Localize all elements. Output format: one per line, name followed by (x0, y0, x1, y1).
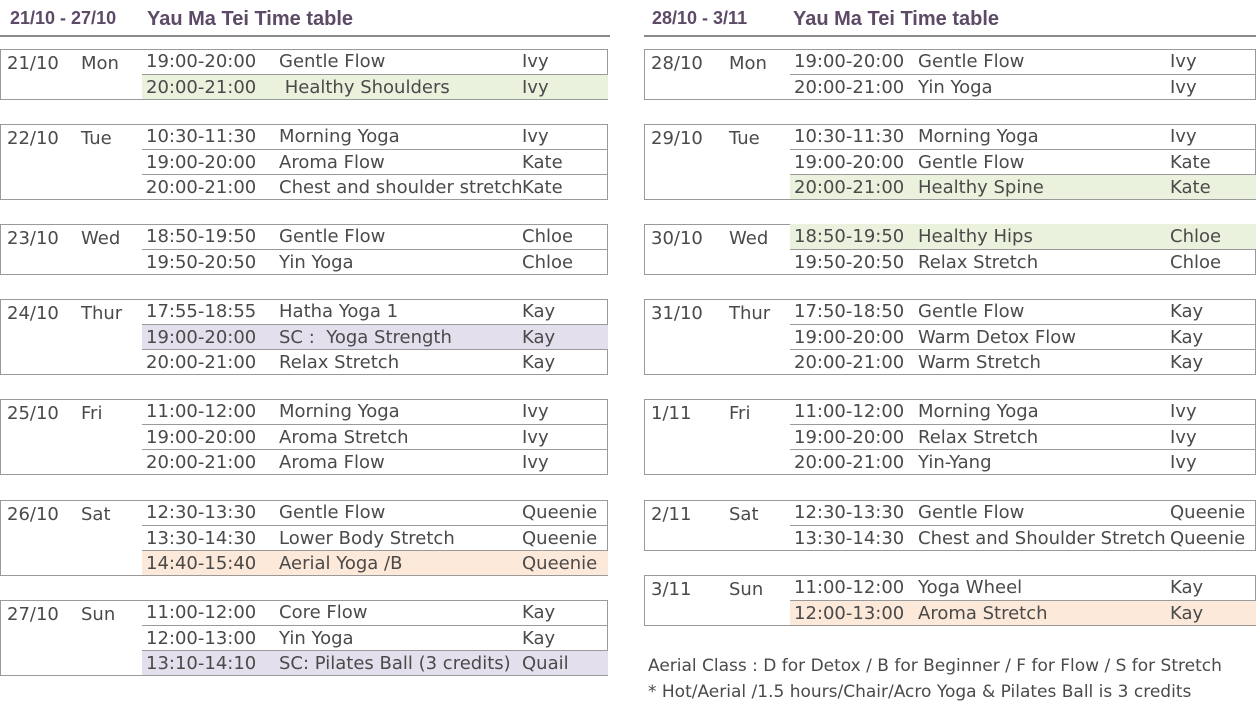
slot-time: 12:00-13:00 (794, 603, 905, 624)
slot-time: 20:00-21:00 (794, 452, 905, 473)
left-week-range: 21/10 - 27/10 (10, 8, 117, 28)
slot-time: 19:00-20:00 (794, 427, 905, 448)
class-slot (790, 349, 1256, 374)
right-week-range: 28/10 - 3/11 (652, 8, 748, 28)
class-slot (142, 149, 608, 174)
class-slot (142, 249, 608, 274)
slot-teacher: Queenie (1170, 528, 1246, 549)
slot-time: 20:00-21:00 (146, 177, 257, 198)
left-week-title: Yau Ma Tei Time table (147, 8, 353, 30)
class-slot (142, 650, 608, 675)
right-week-title: Yau Ma Tei Time table (793, 8, 999, 30)
slot-teacher: Ivy (522, 51, 549, 72)
class-slot (142, 525, 608, 550)
slot-class-name: Aroma Stretch (918, 603, 1048, 624)
class-slot (790, 249, 1256, 274)
class-slot (142, 500, 608, 526)
slot-teacher: Ivy (1170, 401, 1197, 422)
slot-teacher: Chloe (522, 226, 574, 247)
class-slot (790, 149, 1256, 174)
day-date: 26/10 (7, 504, 59, 525)
day-block (644, 124, 1256, 200)
slot-class-name: Lower Body Stretch (279, 528, 455, 549)
slot-teacher: Kay (1170, 577, 1204, 598)
slot-teacher: Kay (1170, 327, 1204, 348)
slot-teacher: Kate (1170, 152, 1211, 173)
credits-note: * Hot/Aerial /1.5 hours/Chair/Acro Yoga & Pilates Ball is 3 credits (648, 682, 1192, 702)
class-slot (142, 49, 608, 75)
day-of-week: Fri (81, 403, 103, 424)
day-block (644, 500, 1256, 551)
day-of-week: Wed (729, 228, 769, 249)
slot-class-name: Yin Yoga (279, 628, 354, 649)
day-of-week: Thur (81, 303, 123, 324)
day-block (644, 299, 1256, 375)
slot-class-name: Yin Yoga (279, 252, 354, 273)
slot-time: 20:00-21:00 (146, 352, 257, 373)
slot-teacher: Kate (1170, 177, 1211, 198)
day-of-week: Sat (729, 504, 759, 525)
day-block (644, 575, 1256, 626)
day-date: 31/10 (651, 303, 703, 324)
slot-class-name: Morning Yoga (918, 126, 1039, 147)
slot-class-name: Aerial Yoga /B (279, 553, 403, 574)
class-slot (142, 600, 608, 626)
slot-teacher: Kay (522, 301, 556, 322)
slot-class-name: Morning Yoga (279, 401, 400, 422)
slot-class-name: Chest and Shoulder Stretch (918, 528, 1166, 549)
day-date: 22/10 (7, 128, 59, 149)
slot-time: 20:00-21:00 (794, 177, 905, 198)
class-slot (142, 224, 608, 250)
slot-teacher: Chloe (1170, 226, 1222, 247)
slot-class-name: Gentle Flow (279, 226, 386, 247)
class-slot (142, 299, 608, 325)
day-block (0, 299, 608, 375)
slot-time: 19:00-20:00 (146, 327, 257, 348)
class-slot (142, 349, 608, 374)
day-block (644, 399, 1256, 475)
slot-time: 18:50-19:50 (146, 226, 257, 247)
day-of-week: Mon (729, 53, 767, 74)
day-block (0, 224, 608, 275)
class-slot (790, 575, 1256, 601)
class-slot (142, 324, 608, 349)
slot-teacher: Ivy (1170, 126, 1197, 147)
day-of-week: Sun (81, 604, 116, 625)
class-slot (142, 550, 608, 575)
day-of-week: Tue (729, 128, 760, 149)
slot-time: 20:00-21:00 (146, 77, 257, 98)
day-block (644, 49, 1256, 100)
slot-class-name: Gentle Flow (918, 152, 1025, 173)
slot-time: 17:50-18:50 (794, 301, 905, 322)
slot-time: 11:00-12:00 (794, 401, 905, 422)
slot-class-name: SC: Pilates Ball (3 credits) (279, 653, 511, 674)
slot-teacher: Chloe (522, 252, 574, 273)
left-header-rule (0, 35, 610, 37)
slot-time: 11:00-12:00 (794, 577, 905, 598)
day-date: 21/10 (7, 53, 59, 74)
slot-class-name: Yoga Wheel (918, 577, 1023, 598)
slot-teacher: Kate (522, 152, 563, 173)
day-block (644, 224, 1256, 275)
day-of-week: Wed (81, 228, 121, 249)
slot-time: 12:30-13:30 (146, 502, 257, 523)
left-week-header (0, 6, 610, 34)
slot-teacher: Ivy (522, 452, 549, 473)
day-of-week: Mon (81, 53, 119, 74)
class-slot (142, 124, 608, 150)
class-slot (790, 324, 1256, 349)
slot-class-name: Relax Stretch (279, 352, 400, 373)
slot-teacher: Ivy (1170, 452, 1197, 473)
class-slot (790, 224, 1256, 250)
day-date: 30/10 (651, 228, 703, 249)
slot-time: 12:00-13:00 (146, 628, 257, 649)
slot-class-name: Warm Stretch (918, 352, 1041, 373)
day-date: 23/10 (7, 228, 59, 249)
slot-teacher: Queenie (522, 502, 598, 523)
slot-class-name: Gentle Flow (918, 51, 1025, 72)
slot-time: 12:30-13:30 (794, 502, 905, 523)
slot-class-name: Gentle Flow (918, 502, 1025, 523)
class-slot (790, 399, 1256, 425)
day-date: 24/10 (7, 303, 59, 324)
slot-time: 20:00-21:00 (146, 452, 257, 473)
day-date: 28/10 (651, 53, 703, 74)
slot-time: 19:00-20:00 (794, 152, 905, 173)
day-of-week: Tue (81, 128, 112, 149)
slot-time: 11:00-12:00 (146, 401, 257, 422)
class-slot (142, 449, 608, 474)
slot-class-name: Yin-Yang (918, 452, 992, 473)
slot-time: 19:50-20:50 (794, 252, 905, 273)
class-slot (142, 424, 608, 449)
day-date: 27/10 (7, 604, 59, 625)
class-slot (142, 625, 608, 650)
slot-time: 19:50-20:50 (146, 252, 257, 273)
class-slot (142, 74, 608, 99)
slot-time: 19:00-20:00 (146, 51, 257, 72)
slot-class-name: Warm Detox Flow (918, 327, 1076, 348)
slot-time: 10:30-11:30 (146, 126, 257, 147)
slot-class-name: Gentle Flow (279, 502, 386, 523)
day-block (0, 49, 608, 100)
slot-class-name: Healthy Shoulders (279, 77, 450, 98)
class-slot (142, 174, 608, 199)
aerial-class-note: Aerial Class : D for Detox / B for Beginner / F for Flow / S for Stretch (648, 656, 1222, 676)
slot-time: 14:40-15:40 (146, 553, 257, 574)
day-date: 1/11 (651, 403, 692, 424)
slot-class-name: Morning Yoga (918, 401, 1039, 422)
slot-teacher: Queenie (1170, 502, 1246, 523)
slot-teacher: Ivy (522, 77, 549, 98)
slot-teacher: Chloe (1170, 252, 1222, 273)
slot-teacher: Ivy (1170, 51, 1197, 72)
class-slot (790, 299, 1256, 325)
class-slot (790, 600, 1256, 625)
slot-time: 13:30-14:30 (146, 528, 257, 549)
slot-teacher: Ivy (1170, 77, 1197, 98)
slot-class-name: Healthy Spine (918, 177, 1044, 198)
day-date: 2/11 (651, 504, 692, 525)
slot-teacher: Kate (522, 177, 563, 198)
slot-class-name: Chest and shoulder stretch (279, 177, 523, 198)
slot-time: 20:00-21:00 (794, 352, 905, 373)
slot-teacher: Kay (1170, 603, 1204, 624)
slot-time: 13:10-14:10 (146, 653, 257, 674)
slot-teacher: Queenie (522, 528, 598, 549)
day-date: 3/11 (651, 579, 692, 600)
class-slot (790, 525, 1256, 550)
slot-class-name: Gentle Flow (918, 301, 1025, 322)
slot-teacher: Ivy (522, 401, 549, 422)
slot-teacher: Kay (522, 352, 556, 373)
slot-teacher: Ivy (1170, 427, 1197, 448)
slot-class-name: SC : Yoga Strength (279, 327, 452, 348)
class-slot (790, 449, 1256, 474)
slot-teacher: Kay (522, 327, 556, 348)
slot-teacher: Kay (522, 602, 556, 623)
slot-time: 20:00-21:00 (794, 77, 905, 98)
slot-teacher: Ivy (522, 427, 549, 448)
class-slot (790, 424, 1256, 449)
day-of-week: Sun (729, 579, 764, 600)
slot-class-name: Relax Stretch (918, 427, 1039, 448)
slot-teacher: Kay (522, 628, 556, 649)
day-of-week: Fri (729, 403, 751, 424)
class-slot (790, 500, 1256, 526)
slot-teacher: Queenie (522, 553, 598, 574)
slot-teacher: Ivy (522, 126, 549, 147)
class-slot (790, 124, 1256, 150)
slot-time: 19:00-20:00 (794, 327, 905, 348)
day-block (0, 399, 608, 475)
slot-teacher: Quail (522, 653, 569, 674)
slot-class-name: Aroma Flow (279, 152, 385, 173)
right-header-rule (644, 35, 1256, 37)
slot-class-name: Relax Stretch (918, 252, 1039, 273)
slot-class-name: Aroma Stretch (279, 427, 409, 448)
class-slot (142, 399, 608, 425)
day-block (0, 124, 608, 200)
day-block (0, 600, 608, 676)
day-block (0, 500, 608, 576)
day-date: 25/10 (7, 403, 59, 424)
slot-time: 19:00-20:00 (146, 427, 257, 448)
slot-time: 19:00-20:00 (146, 152, 257, 173)
slot-time: 13:30-14:30 (794, 528, 905, 549)
slot-time: 18:50-19:50 (794, 226, 905, 247)
slot-time: 10:30-11:30 (794, 126, 905, 147)
slot-class-name: Yin Yoga (918, 77, 993, 98)
class-slot (790, 74, 1256, 99)
slot-class-name: Healthy Hips (918, 226, 1033, 247)
slot-class-name: Hatha Yoga 1 (279, 301, 399, 322)
slot-class-name: Morning Yoga (279, 126, 400, 147)
slot-teacher: Kay (1170, 352, 1204, 373)
right-week-header (644, 6, 1256, 34)
day-date: 29/10 (651, 128, 703, 149)
slot-class-name: Gentle Flow (279, 51, 386, 72)
day-of-week: Sat (81, 504, 111, 525)
slot-time: 17:55-18:55 (146, 301, 257, 322)
class-slot (790, 174, 1256, 199)
class-slot (790, 49, 1256, 75)
slot-teacher: Kay (1170, 301, 1204, 322)
day-of-week: Thur (729, 303, 771, 324)
slot-time: 11:00-12:00 (146, 602, 257, 623)
slot-class-name: Core Flow (279, 602, 368, 623)
slot-time: 19:00-20:00 (794, 51, 905, 72)
slot-class-name: Aroma Flow (279, 452, 385, 473)
